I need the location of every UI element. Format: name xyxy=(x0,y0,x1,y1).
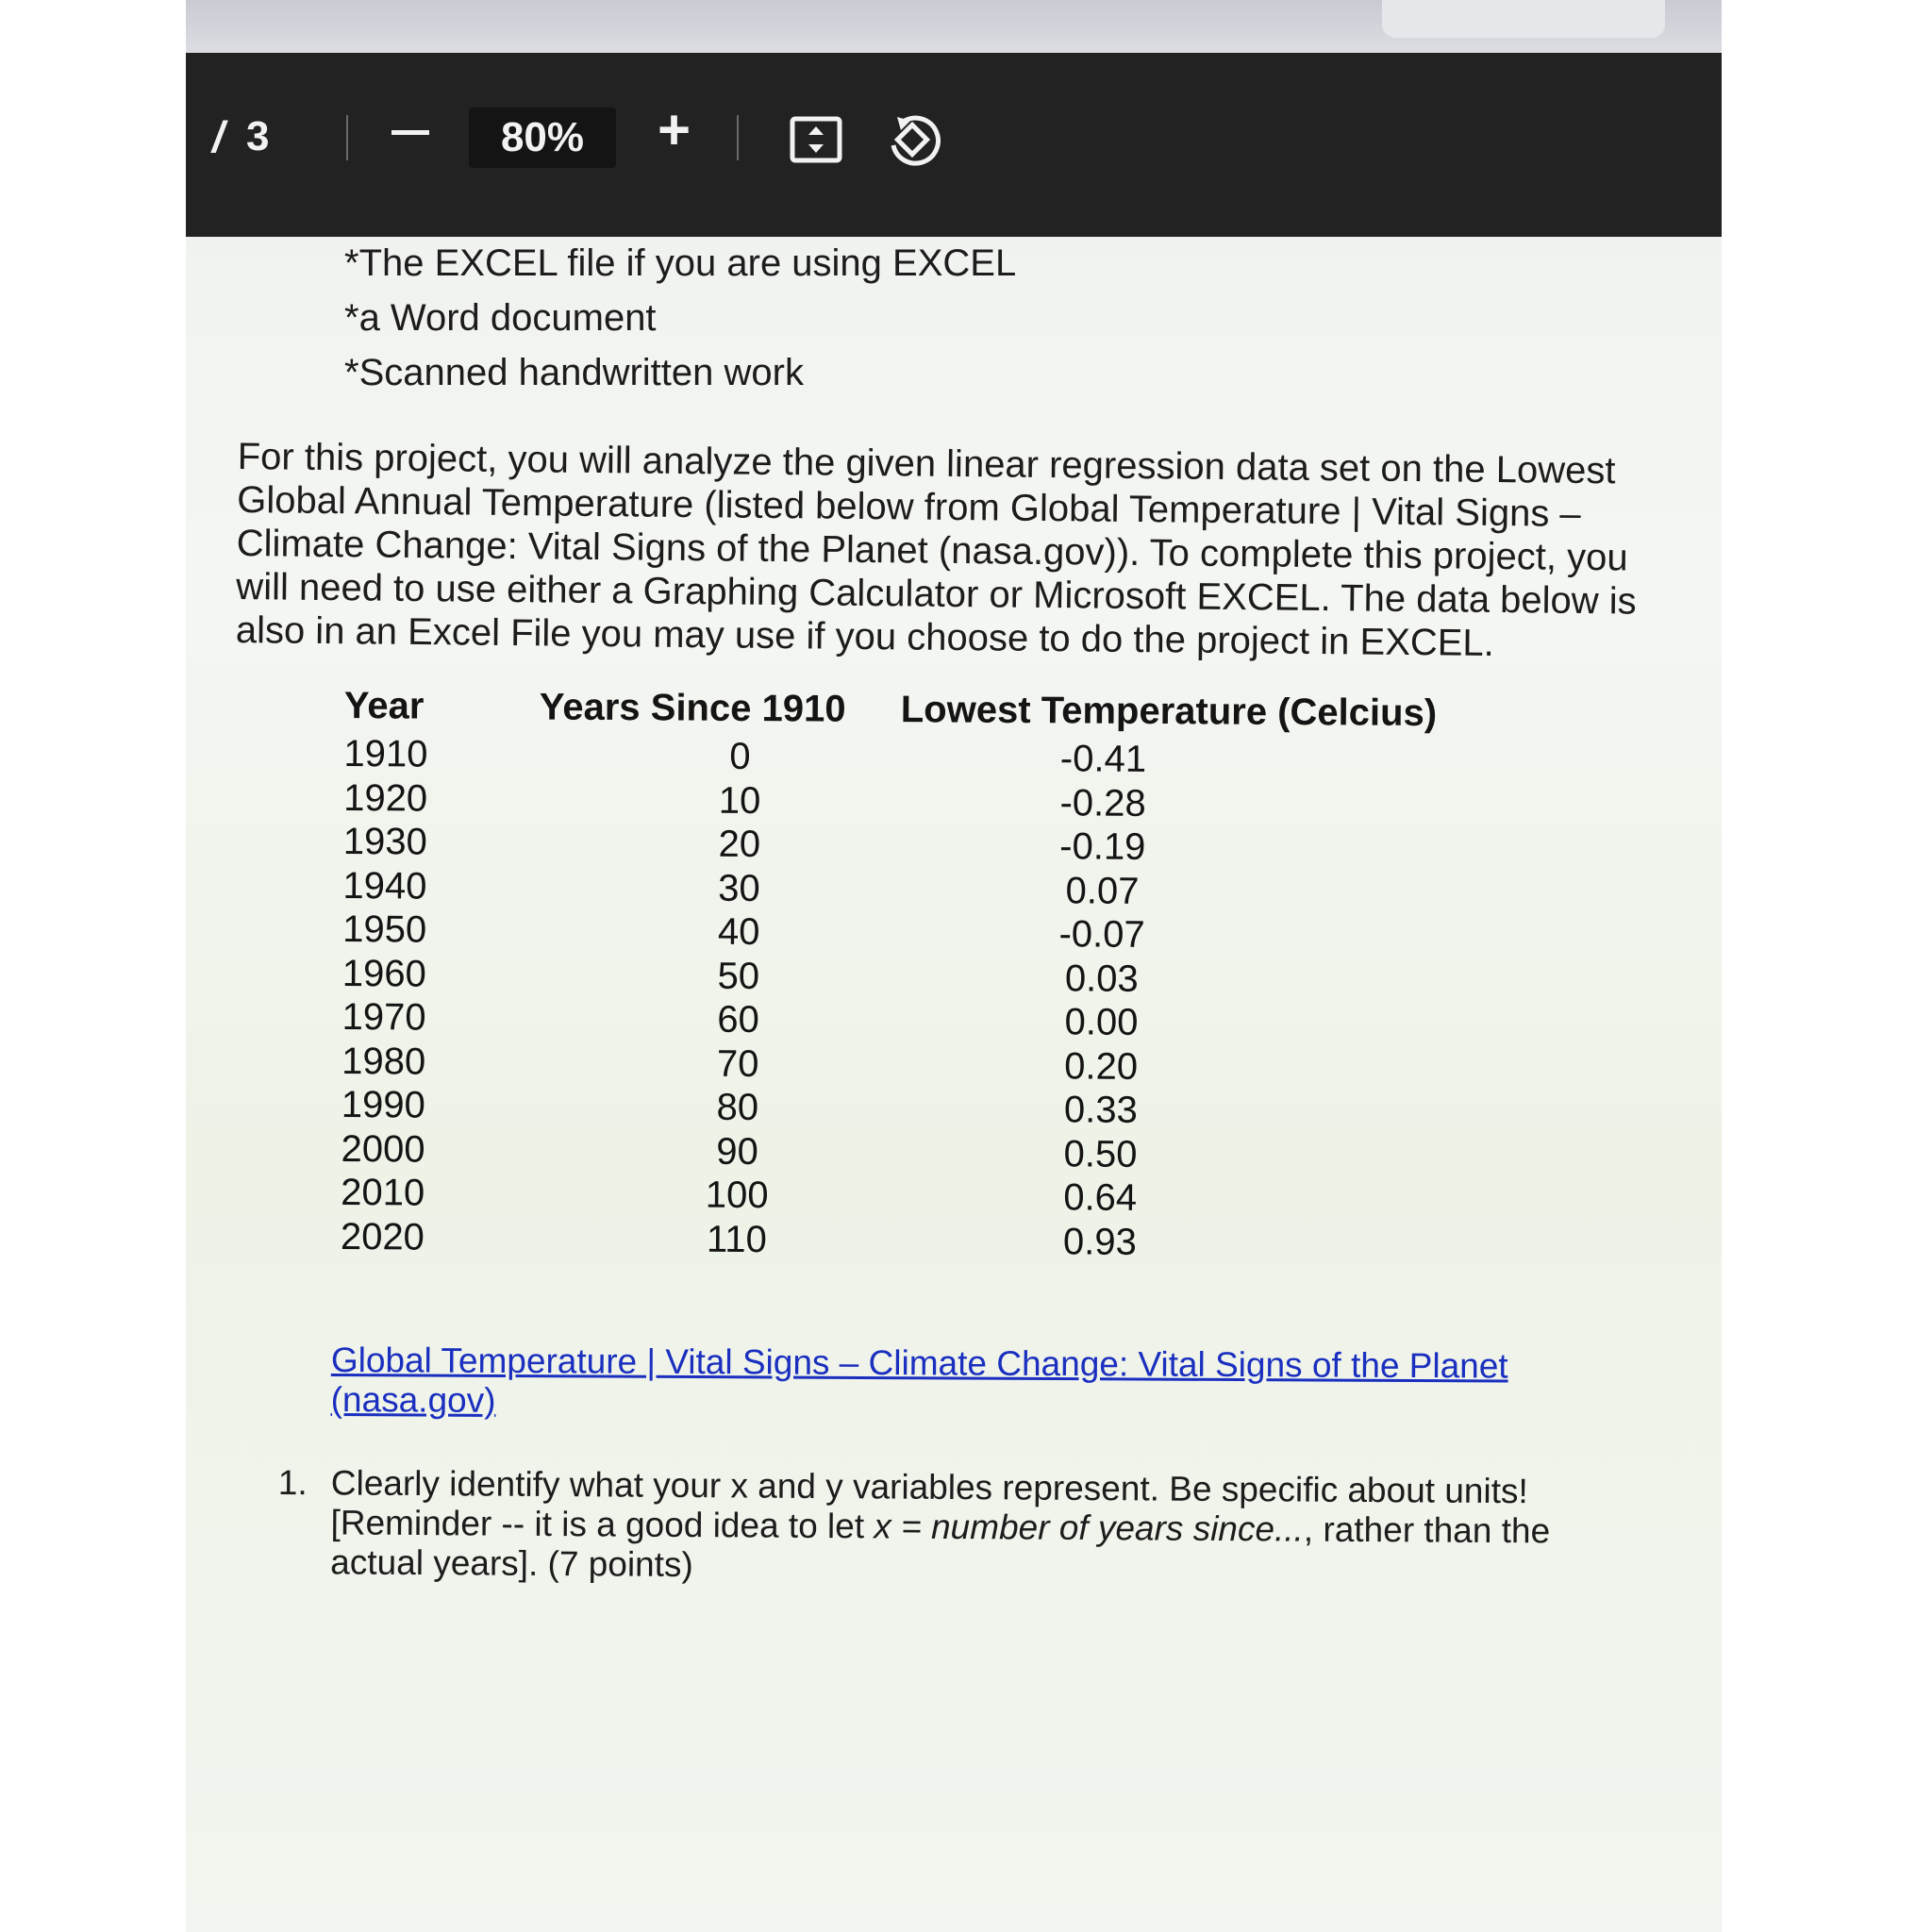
table-cell-temperature: 0.03 xyxy=(1064,957,1139,1000)
table-cell-year: 1950 xyxy=(342,908,427,951)
table-header-years-since: Years Since 1910 xyxy=(539,686,846,730)
table-cell-year: 2000 xyxy=(341,1127,425,1171)
table-cell-temperature: 0.20 xyxy=(1064,1044,1139,1088)
bullet-item: *The EXCEL file if you are using EXCEL xyxy=(344,242,1017,284)
zoom-level-input[interactable]: 80% xyxy=(469,108,616,168)
toolbar-divider xyxy=(737,115,739,160)
table-cell-years-since: 110 xyxy=(706,1218,767,1260)
pdf-page xyxy=(186,237,1722,1932)
link-text-line1[interactable]: Global Temperature | Vital Signs – Climate Change: Vital Signs of the Planet xyxy=(330,1341,1508,1386)
table-cell-years-since: 70 xyxy=(716,1042,759,1085)
browser-chrome xyxy=(186,0,1722,53)
table-cell-years-since: 10 xyxy=(718,779,761,822)
zoom-in-button[interactable]: + xyxy=(658,98,691,161)
table-cell-temperature: 0.07 xyxy=(1065,869,1140,912)
table-cell-years-since: 30 xyxy=(718,867,760,909)
bullet-item: *a Word document xyxy=(344,297,657,339)
table-cell-years-since: 40 xyxy=(717,910,760,954)
table-cell-temperature: 0.50 xyxy=(1063,1132,1138,1175)
temperature-table xyxy=(340,685,1476,1263)
bullet-item: *Scanned handwritten work xyxy=(344,352,804,393)
table-cell-years-since: 50 xyxy=(717,955,760,997)
table-cell-year: 1930 xyxy=(342,820,427,863)
table-cell-year: 1920 xyxy=(343,776,428,820)
table-cell-years-since: 20 xyxy=(718,823,761,866)
table-header-year: Year xyxy=(343,685,425,727)
toolbar-divider xyxy=(346,115,348,160)
rotate-icon[interactable] xyxy=(886,113,941,168)
table-header-temperature: Lowest Temperature (Celcius) xyxy=(900,689,1438,735)
intro-paragraph: For this project, you will analyze the given linear regression data set on the Lowest Global Annual Temperature (listed below from Global Temperature | Vital Signs – Climate Change: Vital Signs of the Planet (nasa.gov)). To complete this project, you will need to use either a Graphing Calculator or Microsoft EXCEL. The data below is also in an Excel File you may use if you choose to do the project in EXCEL. xyxy=(235,435,1637,664)
question-1 xyxy=(277,1463,1637,1585)
zoom-out-button[interactable] xyxy=(391,102,429,158)
question-text-italic: x = number of years since... xyxy=(874,1507,1305,1549)
table-cell-years-since: 100 xyxy=(705,1174,769,1217)
table-cell-temperature: 0.64 xyxy=(1063,1176,1138,1219)
table-cell-temperature: 0.00 xyxy=(1064,1001,1139,1043)
table-cell-years-since: 90 xyxy=(716,1130,758,1173)
table-cell-years-since: 0 xyxy=(729,735,751,778)
table-cell-year: 1960 xyxy=(341,952,427,995)
table-cell-year: 2010 xyxy=(341,1171,425,1214)
table-cell-years-since: 80 xyxy=(716,1086,759,1129)
table-cell-temperature: -0.28 xyxy=(1059,781,1146,824)
question-text-part1: Clearly identify what your x and y variables represent. Be specific about units! [Reminder -- it is a good idea to let xyxy=(330,1463,1528,1546)
table-cell-year: 1970 xyxy=(341,995,426,1039)
table-cell-year: 1990 xyxy=(341,1083,426,1126)
fit-to-page-icon[interactable] xyxy=(790,116,842,163)
nasa-source-link[interactable] xyxy=(331,1341,1557,1426)
table-cell-temperature: -0.19 xyxy=(1059,825,1146,868)
page-separator: / xyxy=(212,112,225,161)
table-cell-years-since: 60 xyxy=(717,998,759,1041)
table-cell-temperature: -0.41 xyxy=(1059,738,1147,780)
table-cell-year: 1940 xyxy=(342,864,427,908)
table-cell-temperature: 0.33 xyxy=(1063,1089,1138,1131)
table-cell-year: 1980 xyxy=(341,1040,426,1083)
table-cell-year: 1910 xyxy=(343,732,428,775)
question-number: 1. xyxy=(277,1463,308,1503)
pdf-toolbar xyxy=(186,53,1722,237)
browser-tab[interactable] xyxy=(1382,0,1665,38)
link-text-line2[interactable]: (nasa.gov) xyxy=(330,1379,496,1420)
table-cell-temperature: -0.07 xyxy=(1058,913,1145,956)
question-text-part2: , rather than the actual years]. (7 points) xyxy=(330,1509,1551,1585)
question-text xyxy=(330,1463,1633,1591)
page-total: 3 xyxy=(246,113,270,159)
table-cell-temperature: 0.93 xyxy=(1062,1220,1137,1263)
pdf-viewer-window xyxy=(186,0,1722,1932)
table-cell-year: 2020 xyxy=(340,1215,425,1258)
